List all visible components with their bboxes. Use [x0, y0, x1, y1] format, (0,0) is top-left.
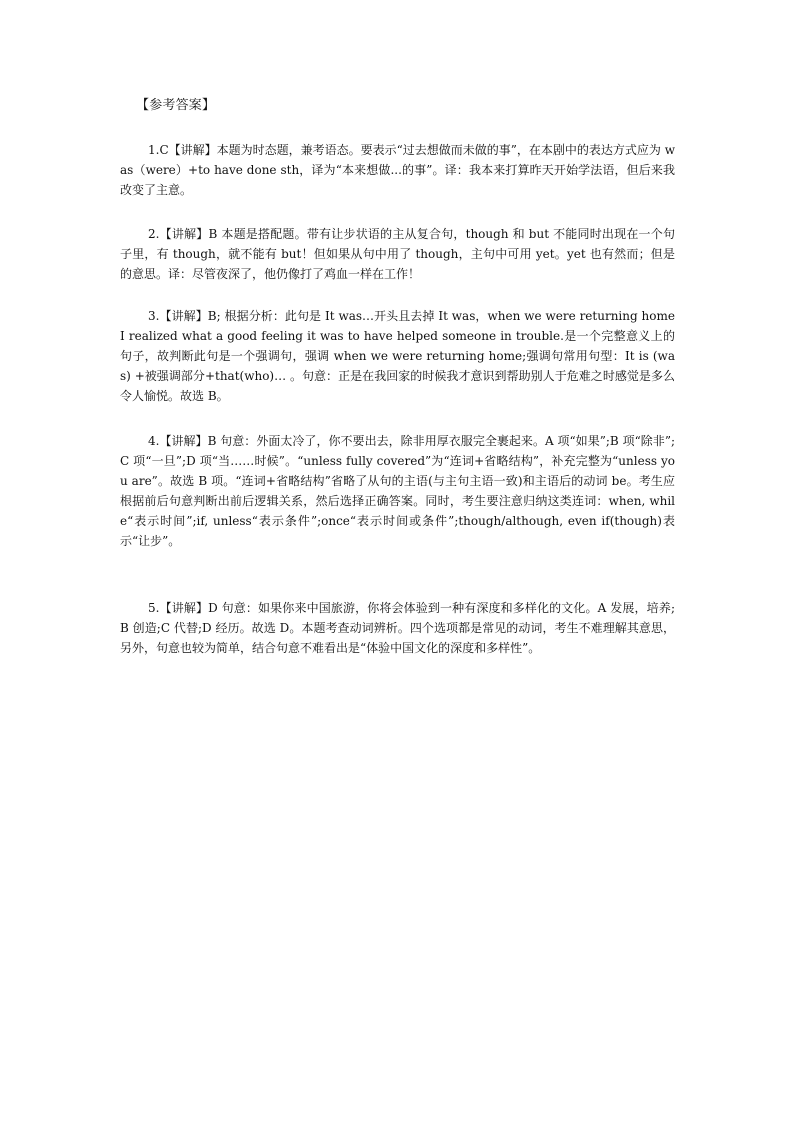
answer-paragraph-3: 3.【讲解】B; 根据分析：此句是 It was…开头且去掉 It was，when we were returning home I realized what a good feeling it was to have helped someone in trouble.是一个完整意义上的句子，故判断此句是一个强调句，强调 when we were returning home;强调句常用句型：It is (was) +被强调部分+that(who)… 。句意：正是在我回家的时候我才意识到帮助别人于危难之时感觉是多么令人愉悦。故选 B。 — [120, 309, 675, 403]
answer-paragraph-4: 4.【讲解】B 句意：外面太冷了，你不要出去，除非用厚衣服完全裹起来。A 项“如果”;B 项“除非”;C 项“一旦”;D 项“当……时候”。“unless fully covered”为“连词+省略结构”，补充完整为“unless you are”。故选 B 项。“连词+省略结构”省略了从句的主语(与主句主语一致)和主语后的动词 be。考生应根据前后句意判断出前后逻辑关系，然后选择正确答案。同时，考生要注意归纳这类连词：when, while“表示时间”;if, unless“表示条件”;once“表示时间或条件”;though/although, even if(though)表示“让步”。 — [120, 434, 675, 548]
answer-paragraph-2: 2.【讲解】B 本题是搭配题。带有让步状语的主从复合句，though 和 but 不能同时出现在一个句子里，有 though，就不能有 but！但如果从句中用了 though，主句中可用 yet。yet 也有然而；但是的意思。译：尽管夜深了，他仍像打了鸡血一样在工作！ — [120, 227, 675, 281]
answer-paragraph-5: 5.【讲解】D 句意：如果你来中国旅游，你将会体验到一种有深度和多样化的文化。A 发展，培养;B 创造;C 代替;D 经历。故选 D。本题考查动词辨析。四个选项都是常见的动词，考生不难理解其意思，另外，句意也较为简单，结合句意不难看出是“体验中国文化的深度和多样性”。 — [120, 601, 675, 655]
answer-heading: 【参考答案】 — [136, 98, 216, 113]
answer-paragraph-1: 1.C【讲解】本题为时态题，兼考语态。要表示“过去想做而未做的事”，在本剧中的表达方式应为 was（were）+to have done sth，译为“本来想做...的事”。译：我本来打算昨天开始学法语，但后来我改变了主意。 — [120, 143, 675, 197]
